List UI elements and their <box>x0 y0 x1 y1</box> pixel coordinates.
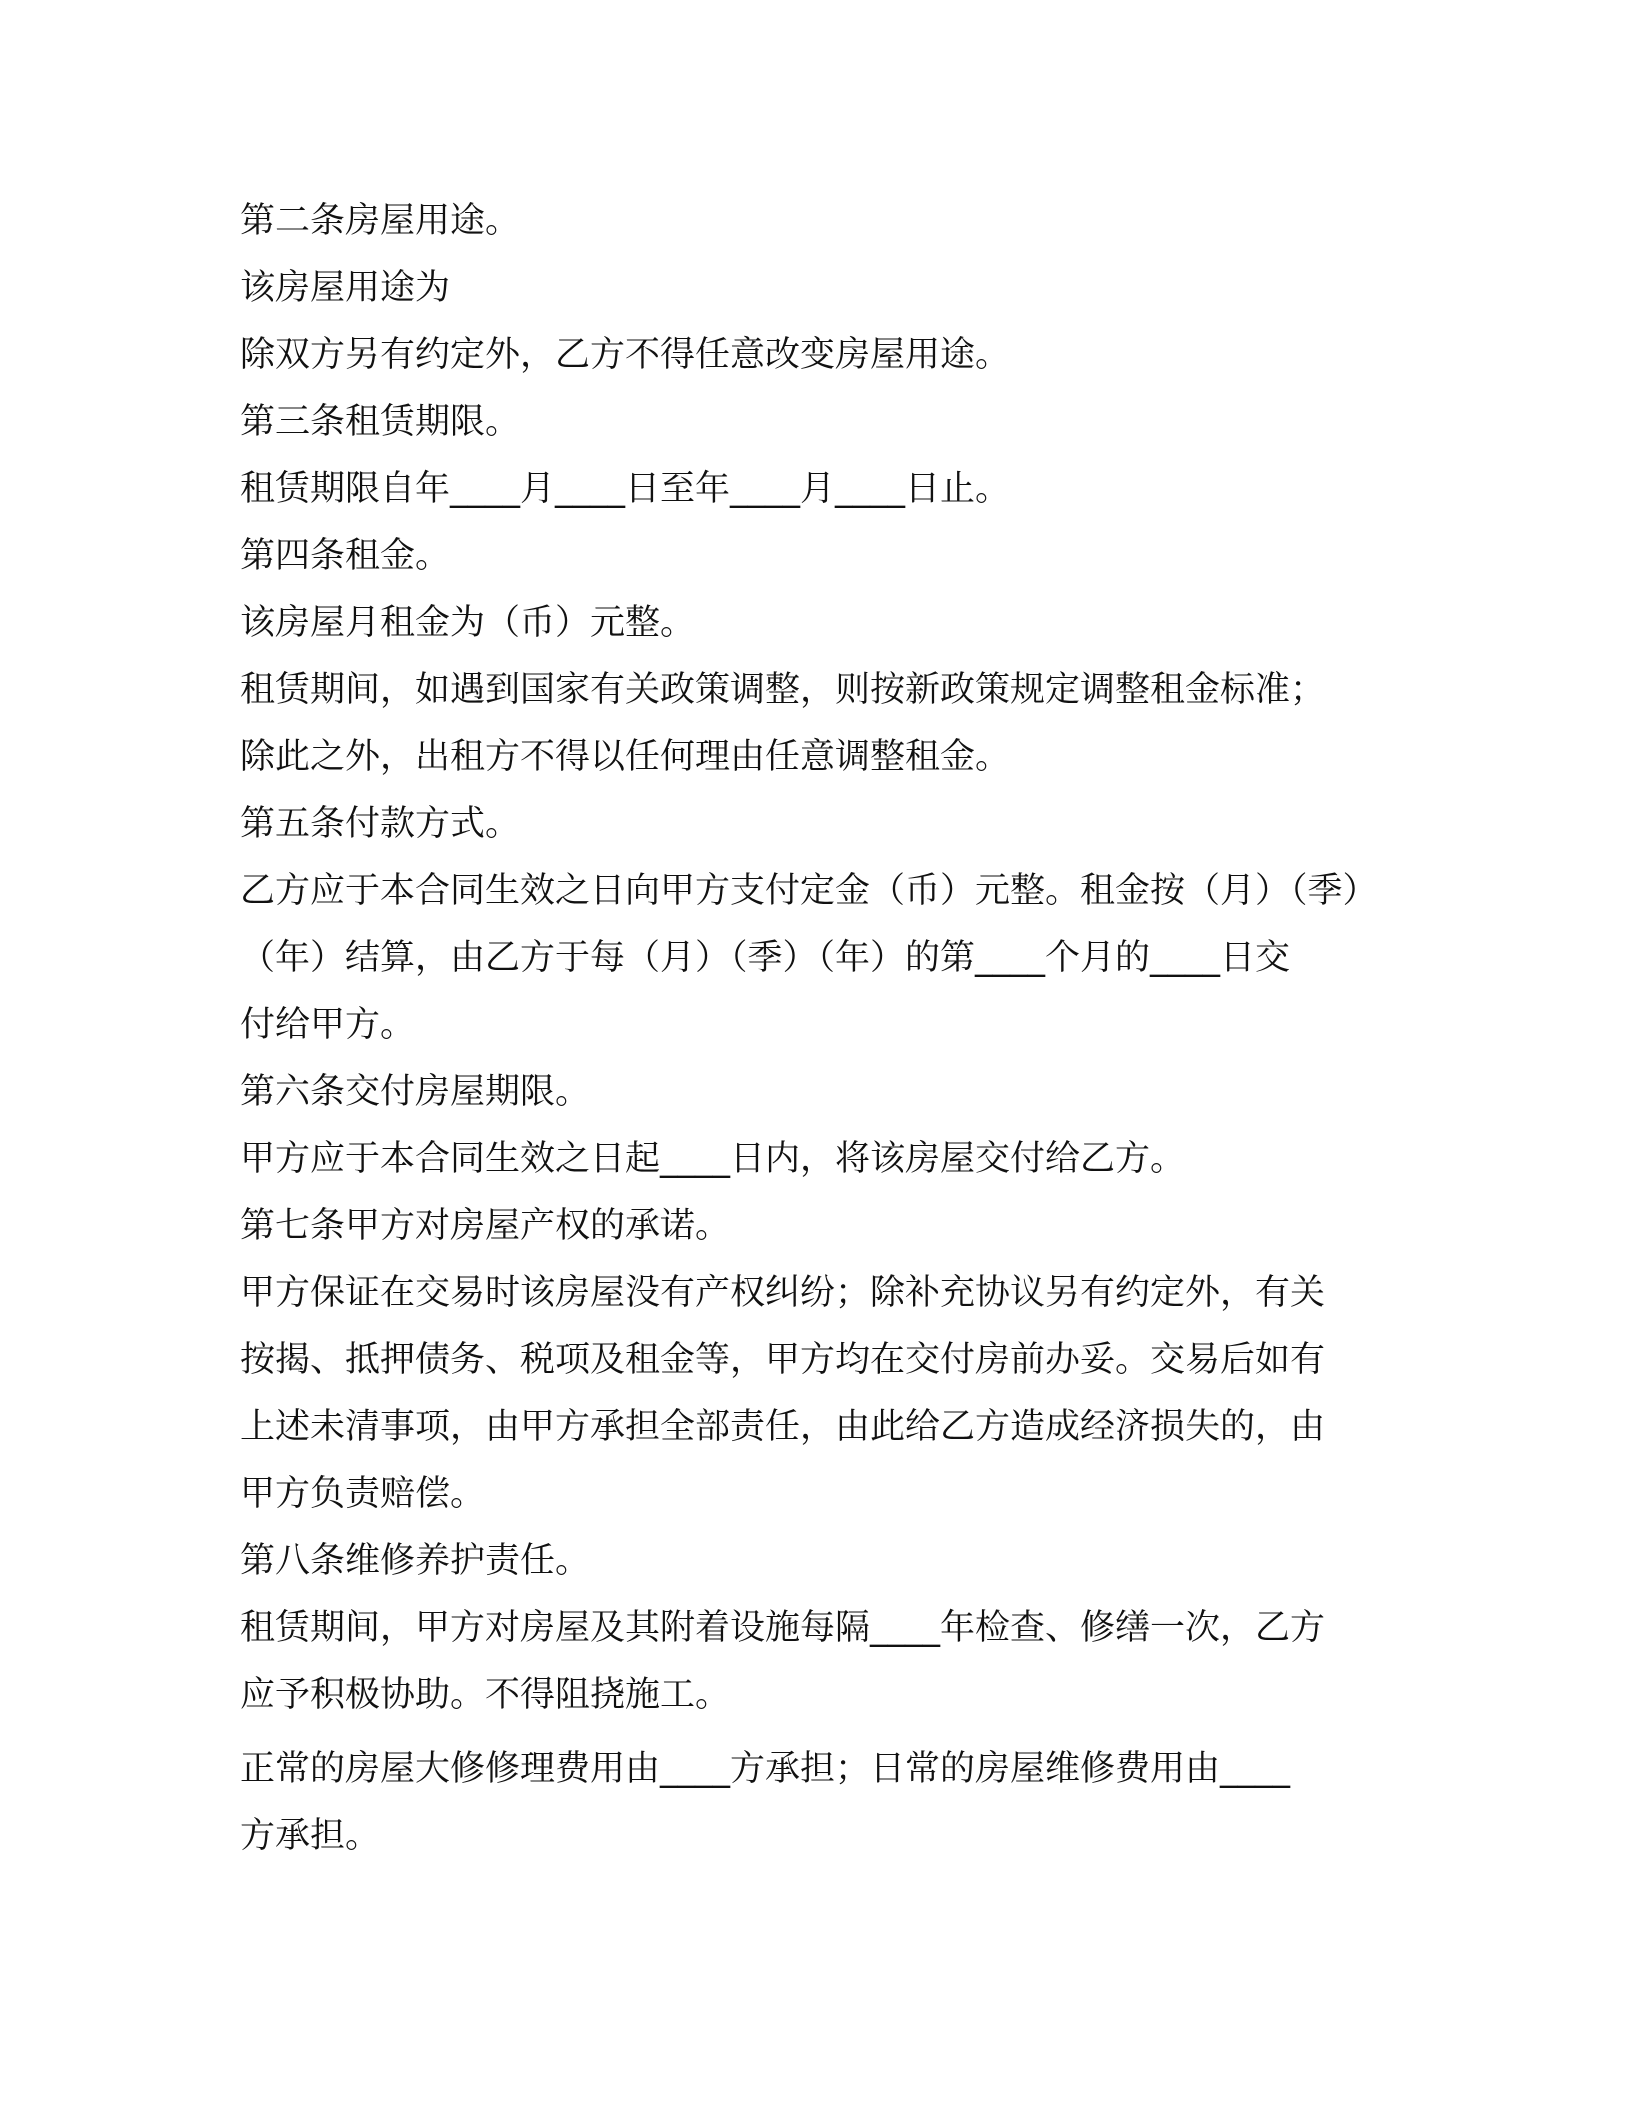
article-8-text: 应予积极协助。不得阻挠施工。 <box>240 1675 731 1715</box>
article-5-text: 付给甲方。 <box>240 1005 416 1045</box>
article-7-text: 甲方保证在交易时该房屋没有产权纠纷；除补充协议另有约定外，有关 <box>240 1273 1326 1313</box>
article-6-heading: 第六条交付房屋期限。 <box>240 1072 591 1112</box>
article-7-text: 甲方负责赔偿。 <box>240 1474 486 1514</box>
article-4-text: 除此之外，出租方不得以任何理由任意调整租金。 <box>240 737 1011 777</box>
article-8-heading: 第八条维修养护责任。 <box>240 1541 591 1581</box>
article-2-heading: 第二条房屋用途。 <box>240 201 521 241</box>
article-5-text: 乙方应于本合同生效之日向甲方支付定金（币）元整。租金按（月）（季） <box>240 871 1378 911</box>
article-3-heading: 第三条租赁期限。 <box>240 402 521 442</box>
document-page <box>240 188 1400 1870</box>
article-4-heading: 第四条租金。 <box>240 536 451 576</box>
article-6-text: 甲方应于本合同生效之日起____日内，将该房屋交付给乙方。 <box>240 1139 1186 1179</box>
article-5-text: （年）结算，由乙方于每（月）（季）（年）的第____个月的____日交 <box>240 938 1291 978</box>
article-5-heading: 第五条付款方式。 <box>240 804 521 844</box>
article-4-text: 该房屋月租金为（币）元整。 <box>240 603 696 643</box>
article-2-text: 该房屋用途为 <box>240 268 451 308</box>
article-7-text: 上述未清事项，由甲方承担全部责任，由此给乙方造成经济损失的，由 <box>240 1407 1326 1447</box>
article-7-text: 按揭、抵押债务、税项及租金等，甲方均在交付房前办妥。交易后如有 <box>240 1340 1326 1380</box>
article-8-text: 正常的房屋大修修理费用由____方承担；日常的房屋维修费用由____ <box>240 1749 1291 1789</box>
article-8-text: 租赁期间，甲方对房屋及其附着设施每隔____年检查、修缮一次，乙方 <box>240 1608 1326 1648</box>
article-3-text: 租赁期限自年____月____日至年____月____日止。 <box>240 469 1011 509</box>
article-2-text: 除双方另有约定外，乙方不得任意改变房屋用途。 <box>240 335 1011 375</box>
article-4-text: 租赁期间，如遇到国家有关政策调整，则按新政策规定调整租金标准； <box>240 670 1326 710</box>
article-7-heading: 第七条甲方对房屋产权的承诺。 <box>240 1206 731 1246</box>
article-8-text: 方承担。 <box>240 1816 381 1856</box>
